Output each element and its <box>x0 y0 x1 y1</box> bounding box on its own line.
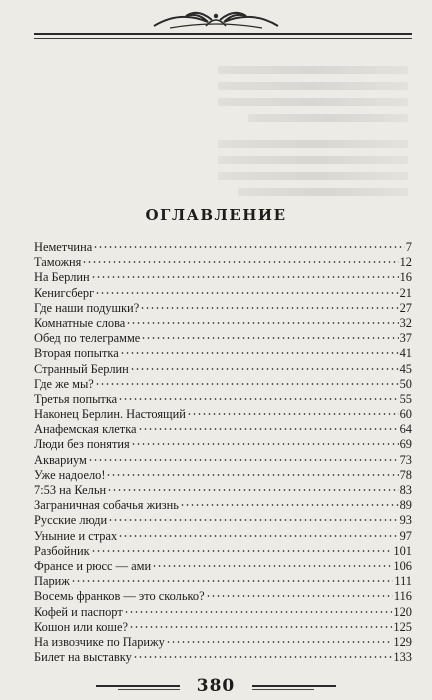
toc-entry-page: 73 <box>399 452 412 467</box>
toc-leader-dots <box>107 489 398 491</box>
bleed-through-line <box>248 114 408 122</box>
toc-entry-title: Русские люди <box>34 513 108 528</box>
toc-leader-dots <box>166 641 393 643</box>
toc-entry-page: 93 <box>399 513 412 528</box>
toc-leader-dots <box>141 337 398 339</box>
toc-entry-title: Уныние и страх <box>34 528 118 543</box>
toc-entry-title: Люди без понятия <box>34 437 130 452</box>
toc-entry-title: Таможня <box>34 255 82 270</box>
toc-entry <box>34 240 412 255</box>
toc-entry <box>34 635 412 650</box>
toc-entry <box>34 620 412 635</box>
toc-entry-title: Наконец Берлин. Настоящий <box>34 407 186 422</box>
toc-entry-title: Вторая попытка <box>34 346 119 361</box>
toc-leader-dots <box>126 322 398 324</box>
toc-entry <box>34 331 412 346</box>
toc-entry <box>34 650 412 665</box>
toc-entry-title: Кенигсберг <box>34 285 95 300</box>
toc-entry-page: 133 <box>393 650 412 665</box>
toc-entry-title: Билет на выставку <box>34 650 132 665</box>
toc-leader-dots <box>124 611 393 613</box>
toc-entry-title: Неметчина <box>34 240 93 254</box>
toc-entry <box>34 301 412 316</box>
toc-entry-title: Франсе и рюсс — ами <box>34 558 152 573</box>
toc-leader-dots <box>131 443 399 445</box>
toc-leader-dots <box>93 246 405 248</box>
toc-entry-page: 120 <box>393 604 412 619</box>
toc-entry <box>34 574 412 589</box>
toc-entry-title: Обед по телеграмме <box>34 331 141 346</box>
toc-leader-dots <box>133 656 393 658</box>
toc-entry-page: 78 <box>399 467 412 482</box>
toc-leader-dots <box>108 519 399 521</box>
toc-entry-title: Заграничная собачья жизнь <box>34 498 179 513</box>
bleed-through-line <box>218 98 408 106</box>
toc-entry <box>34 437 412 452</box>
toc-entry <box>34 498 412 513</box>
toc-entry <box>34 422 412 437</box>
toc-entry-page: 125 <box>393 619 412 634</box>
toc-leader-dots <box>130 368 399 370</box>
toc-entry-title: Где же мы? <box>34 376 94 391</box>
toc-entry <box>34 286 412 301</box>
toc-entry <box>34 377 412 392</box>
toc-entry-title: Третья попытка <box>34 391 118 406</box>
toc-entry-page: 101 <box>393 543 412 558</box>
toc-entry-page: 45 <box>399 361 412 376</box>
toc-entry-title: Восемь франков — это сколько? <box>34 589 205 604</box>
toc-entry <box>34 468 412 483</box>
bleed-through-line <box>218 140 408 148</box>
toc-entry-title: Аквариум <box>34 452 87 467</box>
toc-entry-title: Анафемская клетка <box>34 422 137 437</box>
toc-entry <box>34 589 412 604</box>
page-footer <box>0 676 432 698</box>
toc-entry-page: 60 <box>399 407 412 422</box>
toc-entry <box>34 407 412 422</box>
header-rule-thin <box>34 38 412 39</box>
toc-leader-dots <box>88 459 399 461</box>
toc-leader-dots <box>118 398 398 400</box>
bleed-through-line <box>218 172 408 180</box>
table-of-contents <box>34 240 412 665</box>
toc-entry <box>34 346 412 361</box>
toc-entry-page: 89 <box>399 498 412 513</box>
toc-entry-page: 12 <box>399 255 412 270</box>
toc-entry-title: Париж <box>34 574 70 589</box>
toc-entry-page: 27 <box>399 300 412 315</box>
toc-leader-dots <box>91 276 399 278</box>
page-number-text: 380 <box>191 676 242 696</box>
toc-leader-dots <box>95 292 398 294</box>
toc-leader-dots <box>140 307 398 309</box>
toc-entry <box>34 270 412 285</box>
bleed-through-line <box>218 66 408 74</box>
toc-entry-page: 97 <box>399 528 412 543</box>
toc-entry-title: Где наши подушки? <box>34 300 140 315</box>
toc-heading: ОГЛАВЛЕНИЕ <box>145 206 287 224</box>
toc-leader-dots <box>118 535 398 537</box>
toc-entry <box>34 316 412 331</box>
toc-entry-page: 21 <box>399 285 412 300</box>
toc-entry-title: Комнатные слова <box>34 315 126 330</box>
toc-entry-title: Странный Берлин <box>34 361 129 376</box>
bleed-through-line <box>218 156 408 164</box>
toc-entry-page: 111 <box>394 574 412 589</box>
toc-entry <box>34 453 412 468</box>
toc-entry-page: 116 <box>393 589 412 604</box>
toc-entry-page: 50 <box>399 376 412 391</box>
bleed-through-line <box>238 188 408 196</box>
toc-entry-page: 55 <box>399 391 412 406</box>
toc-leader-dots <box>187 413 399 415</box>
toc-leader-dots <box>106 474 398 476</box>
toc-entry-page: 69 <box>399 437 412 452</box>
toc-leader-dots <box>206 595 393 597</box>
toc-entry <box>34 544 412 559</box>
toc-entry-title: 7:53 на Кельн <box>34 483 107 497</box>
toc-entry <box>34 513 412 528</box>
toc-entry <box>34 605 412 620</box>
toc-entry-title: Кошон или коше? <box>34 619 128 634</box>
toc-entry-page: 37 <box>399 331 412 346</box>
toc-leader-dots <box>95 383 399 385</box>
toc-entry <box>34 483 412 498</box>
toc-leader-dots <box>180 504 399 506</box>
toc-leader-dots <box>82 261 398 263</box>
toc-entry-title: Уже надоело! <box>34 467 106 482</box>
page-number <box>0 676 432 696</box>
toc-entry-page: 129 <box>393 634 412 649</box>
bleed-through-line <box>218 82 408 90</box>
toc-entry <box>34 392 412 407</box>
toc-entry-title: На Берлин <box>34 270 90 285</box>
toc-leader-dots <box>91 550 393 552</box>
toc-entry-page: 7 <box>405 240 412 254</box>
toc-entry-title: Разбойник <box>34 543 90 558</box>
toc-entry <box>34 559 412 574</box>
toc-leader-dots <box>152 565 392 567</box>
toc-entry-title: Кофей и паспорт <box>34 604 123 619</box>
toc-leader-dots <box>138 428 399 430</box>
header-ornament-icon <box>150 6 282 32</box>
toc-entry <box>34 529 412 544</box>
toc-leader-dots <box>129 626 392 628</box>
toc-entry <box>34 362 412 377</box>
toc-leader-dots <box>120 352 399 354</box>
toc-entry-title: На извозчике по Парижу <box>34 634 165 649</box>
header-rule <box>34 33 412 35</box>
toc-entry-page: 83 <box>399 483 412 497</box>
toc-entry <box>34 255 412 270</box>
toc-leader-dots <box>71 580 393 582</box>
toc-entry-page: 64 <box>399 422 412 437</box>
toc-entry-page: 106 <box>393 558 412 573</box>
toc-entry-page: 41 <box>399 346 412 361</box>
toc-entry-page: 32 <box>399 315 412 330</box>
toc-entry-page: 16 <box>399 270 412 285</box>
